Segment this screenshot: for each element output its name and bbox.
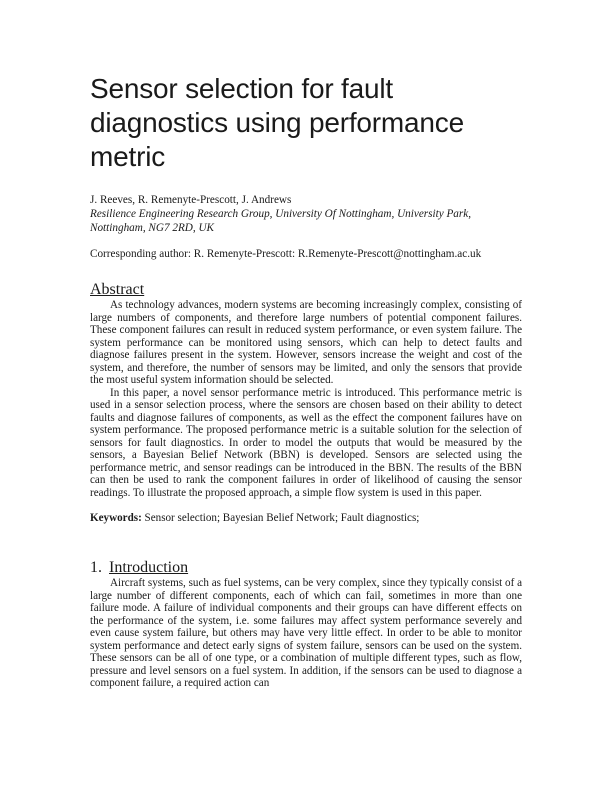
corresponding-author: Corresponding author: R. Remenyte-Prescott: R.Remenyte-Prescott@nottingham.ac.uk [90, 248, 482, 260]
author-affiliation: Resilience Engineering Research Group, University Of Nottingham, University Park, Nottingham, NG7 2RD, UK [90, 208, 472, 234]
abstract-paragraph-1: As technology advances, modern systems are becoming increasingly complex, consisting of large numbers of components, and therefore large numbers of potential component failures. These component failures can result in reduced system performance, or even system failure. The system performance can be monitored using sensors, which can help to detect faults and diagnose failures present in the system. However, sensors increase the weight and cost of the system, and therefore, the number of sensors may be limited, and only the sensors that provide the most useful system information should be selected. [90, 299, 522, 386]
page-content [90, 72, 522, 690]
introduction-heading [90, 559, 522, 577]
keywords-text: Sensor selection; Bayesian Belief Network; Fault diagnostics; [144, 512, 420, 524]
keywords-line [90, 512, 522, 525]
section-title: Introduction [109, 559, 189, 576]
keywords-label: Keywords: [90, 512, 142, 524]
abstract-heading: Abstract [90, 281, 145, 298]
introduction-paragraph: Aircraft systems, such as fuel systems, can be very complex, since they typically consist of a large number of different components, each of which can fail, sometimes in more than one failure mode. A failure of individual components and their groups can have different effects on the performance of the system, i.e. some failures may affect system performance severely and even cause system failure, but others may have very little effect. In order to be able to monitor system performance and detect early signs of system failure, sensors can be used on the system. These sensors can be all of one type, or a combination of multiple different types, such as flow, pressure and level sensors on a fuel system. In addition, if the sensors can be used to diagnose a component failure, a required action can [90, 577, 522, 689]
section-number: 1. [90, 559, 102, 576]
abstract-paragraph-2: In this paper, a novel sensor performance metric is introduced. This performance metric is used in a sensor selection process, where the sensors are chosen based on their ability to detect faults and diagnose failures of components, as well as the effect the component failures have on system performance. The proposed performance metric is a suitable solution for the selection of sensors for fault diagnostics. In order to model the outputs that would be measured by the sensors, a Bayesian Belief Network (BBN) is developed. Sensors are selected using the performance metric, and sensor readings can be introduced in the BBN. The results of the BBN can then be used to rank the component failures in order of likelihood of causing the sensor readings. To illustrate the proposed approach, a simple flow system is used in this paper. [90, 386, 522, 499]
paper-title: Sensor selection for fault diagnostics using performance metric [90, 73, 464, 172]
author-list: J. Reeves, R. Remenyte-Prescott, J. Andrews [90, 194, 292, 206]
